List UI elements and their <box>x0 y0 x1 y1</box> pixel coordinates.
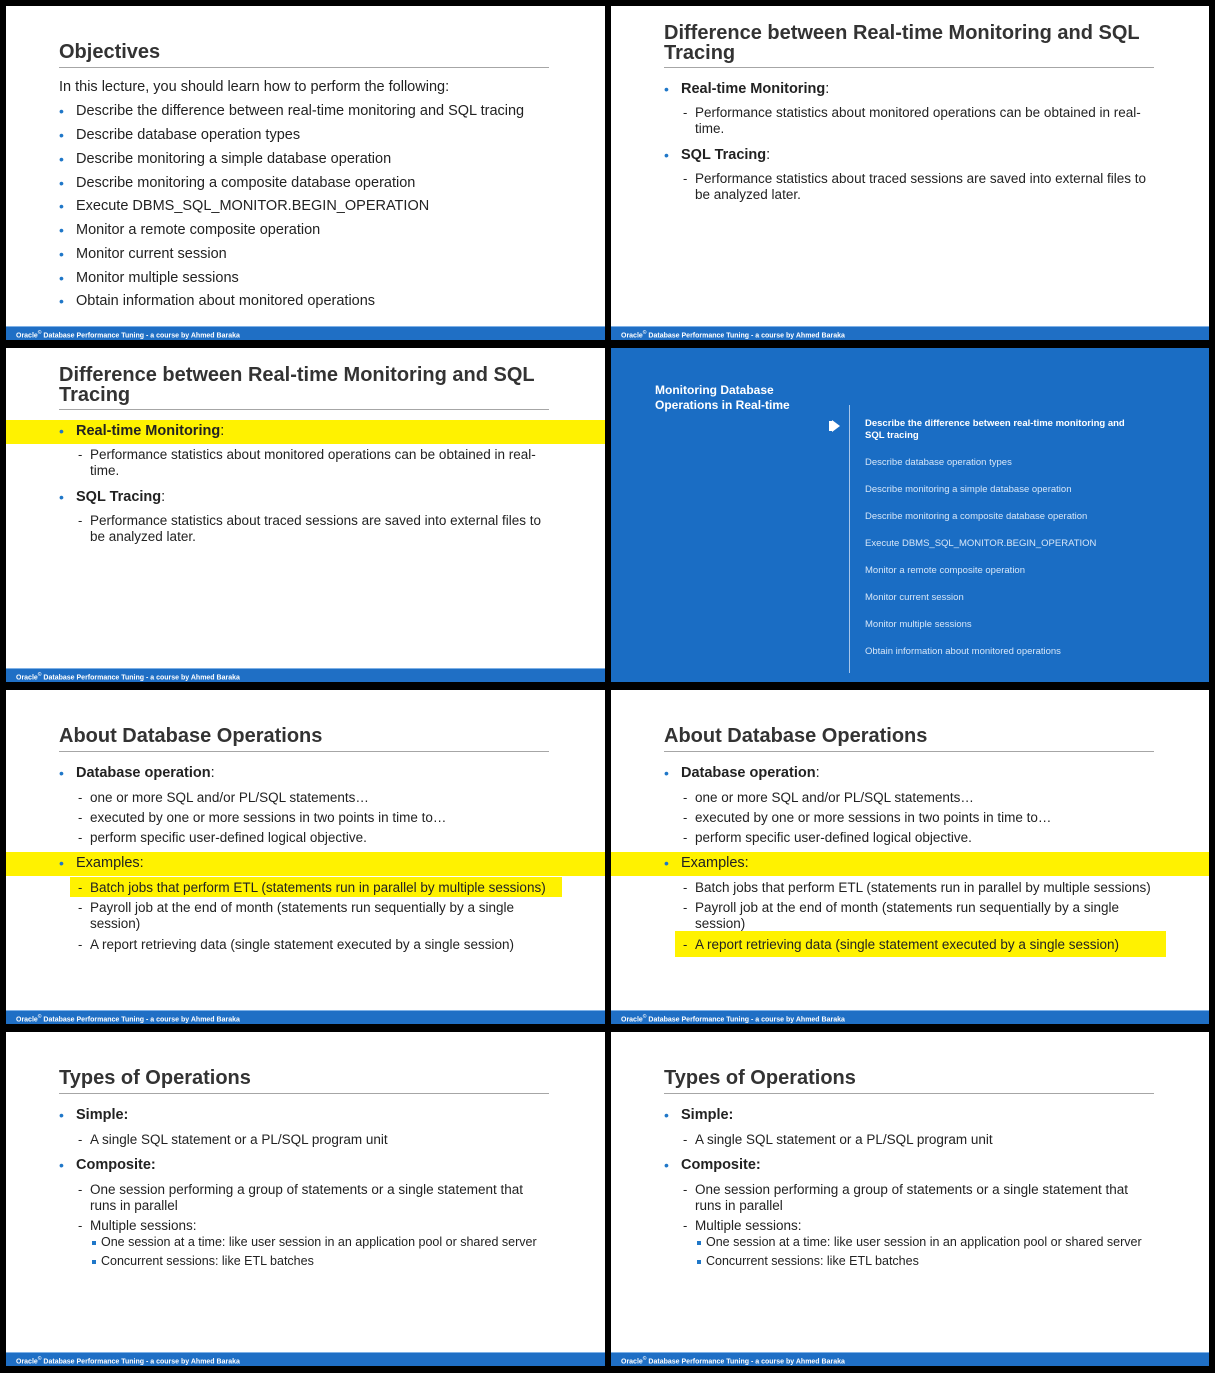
dash-icon: - <box>683 810 688 825</box>
agenda-item: Monitor current session <box>865 592 964 603</box>
title-rule <box>59 409 549 410</box>
slide-agenda <box>611 348 1209 682</box>
bullet-icon: • <box>664 1157 669 1173</box>
agenda-item: Monitor multiple sessions <box>865 619 972 630</box>
dash-icon: - <box>683 171 688 186</box>
slide-footer <box>6 326 605 340</box>
objective-item: Monitor current session <box>76 246 227 262</box>
dash-icon: - <box>78 900 83 915</box>
bullet-icon: • <box>664 81 669 97</box>
footer-reg: © <box>642 330 647 336</box>
example-item: Payroll job at the end of month (statements run sequentially by a single session) <box>695 900 1119 931</box>
operation-item: executed by one or more sessions in two points in time to… <box>90 810 447 825</box>
sqltrace-heading: SQL Tracing: <box>681 147 771 163</box>
example-item: Payroll job at the end of month (statements run sequentially by a single session) <box>90 900 514 931</box>
dash-icon: - <box>78 830 83 845</box>
title-line: Difference between Real-time Monitoring and SQL <box>664 22 1140 44</box>
slide-title: Types of Operations <box>664 1067 856 1089</box>
slide-footer <box>6 1352 605 1366</box>
slide-footer <box>611 1352 1209 1366</box>
slide-title: Types of Operations <box>59 1067 251 1089</box>
objective-item: Describe monitoring a simple database operation <box>76 151 392 167</box>
arrow-icon-head <box>832 420 840 432</box>
realtime-desc: Performance statistics about monitored operations can be obtained in real- time. <box>695 105 1141 136</box>
operation-item: executed by one or more sessions in two points in time to… <box>695 810 1052 825</box>
agenda-item: Describe database operation types <box>865 457 1012 468</box>
bullet-icon: • <box>59 270 64 286</box>
title-rule <box>59 1093 549 1094</box>
objective-item: Describe monitoring a composite database operation <box>76 175 416 191</box>
sqltrace-heading: SQL Tracing: <box>76 489 166 505</box>
footer-text: Database Performance Tuning - a course by Ahmed Baraka <box>646 1016 845 1024</box>
slide-footer <box>6 1010 605 1024</box>
dash-icon: - <box>78 937 83 952</box>
title-rule <box>664 1093 1154 1094</box>
title-line: Tracing <box>664 42 736 64</box>
bullet-icon: • <box>59 855 64 871</box>
dash-icon: - <box>78 513 83 528</box>
bullet-icon: • <box>59 198 64 214</box>
bullet-icon: • <box>59 175 64 191</box>
dash-icon: - <box>78 1132 83 1147</box>
dash-icon: - <box>683 105 688 120</box>
objective-item: Describe the difference between real-time monitoring and SQL tracing <box>76 103 525 119</box>
square-bullet-icon <box>697 1260 701 1264</box>
dash-icon: - <box>78 447 83 462</box>
dash-icon: - <box>683 1182 688 1197</box>
bullet-icon: • <box>59 1107 64 1123</box>
slide-footer <box>611 1010 1209 1024</box>
dash-icon: - <box>683 1218 688 1233</box>
footer-reg: © <box>642 1014 647 1020</box>
bullet-icon: • <box>59 423 64 439</box>
objective-item: Execute DBMS_SQL_MONITOR.BEGIN_OPERATION <box>76 198 430 214</box>
title-rule <box>664 751 1154 752</box>
footer-brand: Oracle <box>16 1358 38 1366</box>
example-item: Batch jobs that perform ETL (statements run in parallel by multiple sessions) <box>90 880 546 895</box>
dash-icon: - <box>683 1132 688 1147</box>
slide-title: Objectives <box>59 41 161 63</box>
agenda-item: Execute DBMS_SQL_MONITOR.BEGIN_OPERATION <box>865 538 1097 549</box>
footer-reg: © <box>37 1356 42 1362</box>
agenda-item: Describe monitoring a composite database operation <box>865 511 1088 522</box>
slide-footer <box>611 326 1209 340</box>
operation-heading: Database operation: <box>76 765 215 781</box>
examples-heading: Examples: <box>681 855 749 871</box>
title-rule <box>59 751 549 752</box>
dash-icon: - <box>683 880 688 895</box>
bullet-icon: • <box>59 151 64 167</box>
slide-about-operations <box>6 690 605 1024</box>
slide-about-operations-2 <box>611 690 1209 1024</box>
title-rule <box>59 67 549 68</box>
objective-item: Describe database operation types <box>76 127 301 143</box>
footer-reg: © <box>37 1014 42 1020</box>
slide-difference-highlight <box>6 348 605 682</box>
agenda-title: Monitoring Database Operations in Real-time <box>655 383 790 412</box>
bullet-icon: • <box>59 222 64 238</box>
bullet-icon: • <box>59 765 64 781</box>
dash-icon: - <box>78 1218 83 1233</box>
bullet-icon: • <box>59 127 64 143</box>
agenda-divider <box>849 405 850 673</box>
agenda-item-current: Describe the difference between real-time monitoring and SQL tracing <box>865 418 1125 441</box>
square-bullet-icon <box>92 1260 96 1264</box>
session-item: One session at a time: like user session in an application pool or shared server <box>706 1235 1142 1249</box>
operation-item: one or more SQL and/or PL/SQL statements… <box>90 790 369 805</box>
examples-heading: Examples: <box>76 855 144 871</box>
footer-brand: Oracle <box>621 1016 643 1024</box>
slide-objectives <box>6 6 605 340</box>
bullet-icon: • <box>664 147 669 163</box>
dash-icon: - <box>78 790 83 805</box>
agenda-item: Obtain information about monitored operations <box>865 646 1061 657</box>
composite-item: Multiple sessions: <box>695 1218 802 1233</box>
simple-desc: A single SQL statement or a PL/SQL program unit <box>695 1132 993 1147</box>
example-item: A report retrieving data (single statement executed by a single session) <box>90 937 514 952</box>
bullet-icon: • <box>59 293 64 309</box>
bullet-icon: • <box>59 103 64 119</box>
realtime-heading: Real-time Monitoring: <box>681 81 830 97</box>
session-item: Concurrent sessions: like ETL batches <box>101 1254 314 1268</box>
slide-footer <box>6 668 605 682</box>
objective-item: Obtain information about monitored operations <box>76 293 376 309</box>
simple-heading: Simple: <box>681 1107 734 1123</box>
dash-icon: - <box>683 900 688 915</box>
sqltrace-desc: Performance statistics about traced sessions are saved into external files to be analyzed later. <box>90 513 541 544</box>
dash-icon: - <box>683 830 688 845</box>
dash-icon: - <box>78 810 83 825</box>
slide-title <box>59 365 549 405</box>
footer-brand: Oracle <box>16 332 38 340</box>
footer-reg: © <box>642 1356 647 1362</box>
composite-item: One session performing a group of statements or a single statement that runs in parallel <box>695 1182 1128 1213</box>
composite-item: Multiple sessions: <box>90 1218 197 1233</box>
title-line: Difference between Real-time Monitoring and SQL <box>59 364 535 386</box>
footer-text: Database Performance Tuning - a course by Ahmed Baraka <box>41 332 240 340</box>
bullet-icon: • <box>59 246 64 262</box>
slide-title: About Database Operations <box>664 725 928 747</box>
slide-difference <box>611 6 1209 340</box>
agenda-item: Describe monitoring a simple database operation <box>865 484 1072 495</box>
operation-heading: Database operation: <box>681 765 820 781</box>
operation-item: one or more SQL and/or PL/SQL statements… <box>695 790 974 805</box>
composite-item: One session performing a group of statements or a single statement that runs in parallel <box>90 1182 523 1213</box>
slide-types <box>6 1032 605 1366</box>
title-rule <box>664 67 1154 68</box>
footer-text: Database Performance Tuning - a course by Ahmed Baraka <box>41 1358 240 1366</box>
simple-desc: A single SQL statement or a PL/SQL program unit <box>90 1132 388 1147</box>
footer-text: Database Performance Tuning - a course by Ahmed Baraka <box>41 1016 240 1024</box>
objectives-intro: In this lecture, you should learn how to perform the following: <box>59 79 450 95</box>
bullet-icon: • <box>664 765 669 781</box>
dash-icon: - <box>78 880 83 895</box>
simple-heading: Simple: <box>76 1107 129 1123</box>
footer-brand: Oracle <box>621 332 643 340</box>
bullet-icon: • <box>664 855 669 871</box>
dash-icon: - <box>78 1182 83 1197</box>
example-item: Batch jobs that perform ETL (statements run in parallel by multiple sessions) <box>695 880 1151 895</box>
bullet-icon: • <box>664 1107 669 1123</box>
composite-heading: Composite: <box>681 1157 761 1173</box>
footer-text: Database Performance Tuning - a course by Ahmed Baraka <box>646 1358 845 1366</box>
objective-item: Monitor a remote composite operation <box>76 222 321 238</box>
dash-icon: - <box>683 937 688 952</box>
footer-brand: Oracle <box>16 1016 38 1024</box>
footer-reg: © <box>37 330 42 336</box>
composite-heading: Composite: <box>76 1157 156 1173</box>
bullet-icon: • <box>59 489 64 505</box>
square-bullet-icon <box>697 1241 701 1245</box>
footer-text: Database Performance Tuning - a course by Ahmed Baraka <box>646 332 845 340</box>
session-item: Concurrent sessions: like ETL batches <box>706 1254 919 1268</box>
footer-text: Database Performance Tuning - a course by Ahmed Baraka <box>41 674 240 682</box>
footer-reg: © <box>37 672 42 678</box>
bullet-icon: • <box>59 1157 64 1173</box>
objective-item: Monitor multiple sessions <box>76 270 239 286</box>
operation-item: perform specific user-defined logical objective. <box>90 830 367 845</box>
slide-title: About Database Operations <box>59 725 323 747</box>
slide-types-2 <box>611 1032 1209 1366</box>
slide-title <box>664 23 1154 63</box>
realtime-desc: Performance statistics about monitored operations can be obtained in real- time. <box>90 447 536 478</box>
agenda-item: Monitor a remote composite operation <box>865 565 1025 576</box>
sqltrace-desc: Performance statistics about traced sessions are saved into external files to be analyzed later. <box>695 171 1146 202</box>
example-item: A report retrieving data (single statement executed by a single session) <box>695 937 1119 952</box>
square-bullet-icon <box>92 1241 96 1245</box>
footer-brand: Oracle <box>16 674 38 682</box>
realtime-heading: Real-time Monitoring: <box>76 423 225 439</box>
footer-brand: Oracle <box>621 1358 643 1366</box>
operation-item: perform specific user-defined logical objective. <box>695 830 972 845</box>
dash-icon: - <box>683 790 688 805</box>
session-item: One session at a time: like user session in an application pool or shared server <box>101 1235 537 1249</box>
title-line: Tracing <box>59 384 131 406</box>
